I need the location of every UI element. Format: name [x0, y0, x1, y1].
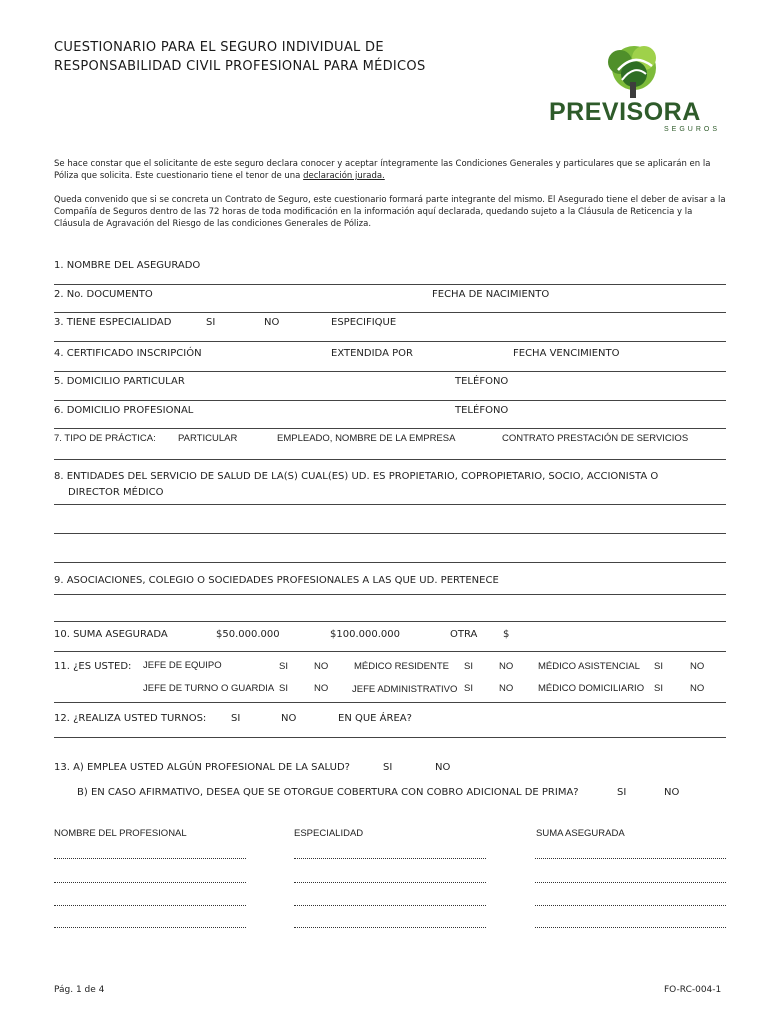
q13a-label: 13. A) EMPLEA USTED ALGÚN PROFESIONAL DE LA SALUD?	[54, 762, 350, 773]
q12-area-label: EN QUE ÁREA?	[338, 713, 412, 724]
q11-administrativo-si[interactable]: SI	[464, 683, 473, 694]
q5-home-address-label: 5. DOMICILIO PARTICULAR	[54, 376, 185, 387]
q9-label: 9. ASOCIACIONES, COLEGIO O SOCIEDADES PROFESIONALES A LAS QUE UD. PERTENECE	[54, 575, 499, 586]
form-title-line2: RESPONSABILIDAD CIVIL PROFESIONAL PARA MÉDICOS	[54, 59, 426, 74]
q3-si-option[interactable]: SI	[206, 317, 216, 328]
q11-domiciliario-si[interactable]: SI	[654, 683, 663, 694]
q11-jefe-equipo-label: JEFE DE EQUIPO	[143, 660, 222, 671]
table-row-3-specialty-field[interactable]	[294, 905, 486, 906]
table-row-2-name-field[interactable]	[54, 882, 246, 883]
q11-jefe-turno-label: JEFE DE TURNO O GUARDIA	[143, 683, 275, 694]
q6-phone-label: TELÉFONO	[455, 405, 509, 416]
q10-other-amount-label: $	[503, 629, 510, 640]
q13b-no-option[interactable]: NO	[664, 787, 680, 798]
q13a-no-option[interactable]: NO	[435, 762, 451, 773]
q1-label: 1. NOMBRE DEL ASEGURADO	[54, 260, 201, 271]
q7-employee-option[interactable]: EMPLEADO, NOMBRE DE LA EMPRESA	[277, 433, 456, 444]
q5-answer-line[interactable]	[54, 400, 726, 401]
q10-option-100m[interactable]: $100.000.000	[330, 629, 400, 640]
q1-answer-line[interactable]	[54, 284, 726, 285]
q4-answer-line[interactable]	[54, 371, 726, 372]
q11-residente-si[interactable]: SI	[464, 661, 473, 672]
q7-contract-option[interactable]: CONTRATO PRESTACIÓN DE SERVICIOS	[502, 433, 689, 444]
q3-no-option[interactable]: NO	[264, 317, 280, 328]
logo-wordmark: PREVISORA	[549, 98, 701, 126]
table-row-4-sum-field[interactable]	[535, 927, 726, 928]
q8-answer-line-2[interactable]	[54, 533, 726, 534]
q11-jefe-equipo-no[interactable]: NO	[314, 661, 329, 672]
q12-shifts-label: 12. ¿REALIZA USTED TURNOS:	[54, 713, 207, 724]
q9-answer-line-2[interactable]	[54, 621, 726, 622]
intro-paragraph-1	[54, 158, 730, 182]
table-row-3-sum-field[interactable]	[535, 905, 726, 906]
q2-document-label: 2. No. DOCUMENTO	[54, 289, 153, 300]
q11-label: 11. ¿ES USTED:	[54, 661, 132, 672]
table-row-1-specialty-field[interactable]	[294, 858, 486, 859]
q2-birthdate-label: FECHA DE NACIMIENTO	[432, 289, 550, 300]
q3-answer-line[interactable]	[54, 341, 726, 342]
q3-specify-label: ESPECIFIQUE	[331, 317, 397, 328]
q8-label-line1: 8. ENTIDADES DEL SERVICIO DE SALUD DE LA(S) CUAL(ES) UD. ES PROPIETARIO, COPROPIETARIO, SOCIO, ACCIONISTA O	[54, 471, 659, 482]
q3-label: 3. TIENE ESPECIALIDAD	[54, 317, 172, 328]
q8-answer-line-1[interactable]	[54, 504, 726, 505]
q11-jefe-turno-si[interactable]: SI	[279, 683, 288, 694]
form-title-line1: CUESTIONARIO PARA EL SEGURO INDIVIDUAL DE	[54, 40, 384, 55]
q10-option-other[interactable]: OTRA	[450, 629, 478, 640]
table-header-professional-name: NOMBRE DEL PROFESIONAL	[54, 828, 187, 839]
q5-phone-label: TELÉFONO	[455, 376, 509, 387]
q11-residente-no[interactable]: NO	[499, 661, 514, 672]
table-row-2-specialty-field[interactable]	[294, 882, 486, 883]
q4-expiry-label: FECHA VENCIMIENTO	[513, 348, 620, 359]
q11-asistencial-label: MÉDICO ASISTENCIAL	[538, 661, 640, 672]
table-row-4-name-field[interactable]	[54, 927, 246, 928]
intro-text-1: Se hace constar que el solicitante de este seguro declara conocer y aceptar íntegramente las Condiciones Generales y particulares que se aplicarán en la Póliza que solicita. Este cuestionario tiene el tenor de una	[54, 159, 711, 181]
table-row-2-sum-field[interactable]	[535, 882, 726, 883]
q13a-si-option[interactable]: SI	[383, 762, 393, 773]
declaracion-jurada-text: declaración jurada.	[303, 171, 385, 181]
q8-label-line2: DIRECTOR MÉDICO	[68, 487, 164, 498]
q7-answer-line[interactable]	[54, 459, 726, 460]
q9-answer-line-1[interactable]	[54, 594, 726, 595]
q6-answer-line[interactable]	[54, 428, 726, 429]
q7-practice-type-label: 7. TIPO DE PRÁCTICA:	[54, 433, 156, 444]
q13b-si-option[interactable]: SI	[617, 787, 627, 798]
q12-answer-line[interactable]	[54, 737, 726, 738]
tree-logo-icon	[598, 44, 670, 100]
q11-answer-line[interactable]	[54, 702, 726, 703]
table-row-1-name-field[interactable]	[54, 858, 246, 859]
table-row-4-specialty-field[interactable]	[294, 927, 486, 928]
q11-domiciliario-no[interactable]: NO	[690, 683, 705, 694]
q10-option-50m[interactable]: $50.000.000	[216, 629, 280, 640]
q13b-label: B) EN CASO AFIRMATIVO, DESEA QUE SE OTORGUE COBERTURA CON COBRO ADICIONAL DE PRIMA?	[77, 787, 579, 798]
q10-sum-insured-label: 10. SUMA ASEGURADA	[54, 629, 168, 640]
q6-office-address-label: 6. DOMICILIO PROFESIONAL	[54, 405, 194, 416]
intro-paragraph-2: Queda convenido que si se concreta un Contrato de Seguro, este cuestionario formará parte integrante del mismo. El Asegurado tiene el deber de avisar a la Compañía de Seguros dentro de las 72 horas de toda modificación en la información aquí declarada, quedando sujeto a la Cláusula de Reticencia y la Cláusula de Agravación del Riesgo de las condiciones Generales de Póliza.	[54, 195, 726, 229]
q11-domiciliario-label: MÉDICO DOMICILIARIO	[538, 683, 645, 694]
table-header-sum-insured: SUMA ASEGURADA	[536, 828, 625, 839]
page-number: Pág. 1 de 4	[54, 985, 105, 995]
logo-subtitle: SEGUROS	[664, 126, 721, 133]
q2-answer-line[interactable]	[54, 312, 726, 313]
q4-certificate-label: 4. CERTIFICADO INSCRIPCIÓN	[54, 348, 202, 359]
q11-residente-label: MÉDICO RESIDENTE	[354, 661, 450, 672]
q11-jefe-turno-no[interactable]: NO	[314, 683, 329, 694]
q11-administrativo-label: JEFE ADMINISTRATIVO	[352, 684, 458, 695]
q4-issued-by-label: EXTENDIDA POR	[331, 348, 413, 359]
table-row-3-name-field[interactable]	[54, 905, 246, 906]
table-header-specialty: ESPECIALIDAD	[294, 828, 364, 839]
q11-asistencial-no[interactable]: NO	[690, 661, 705, 672]
q11-asistencial-si[interactable]: SI	[654, 661, 663, 672]
form-code: FO-RC-004-1	[664, 985, 722, 995]
q11-jefe-equipo-si[interactable]: SI	[279, 661, 288, 672]
q11-administrativo-no[interactable]: NO	[499, 683, 514, 694]
q12-no-option[interactable]: NO	[281, 713, 297, 724]
q12-si-option[interactable]: SI	[231, 713, 241, 724]
table-row-1-sum-field[interactable]	[535, 858, 726, 859]
q10-answer-line[interactable]	[54, 651, 726, 652]
q7-particular-option[interactable]: PARTICULAR	[178, 433, 238, 444]
q8-answer-line-3[interactable]	[54, 562, 726, 563]
